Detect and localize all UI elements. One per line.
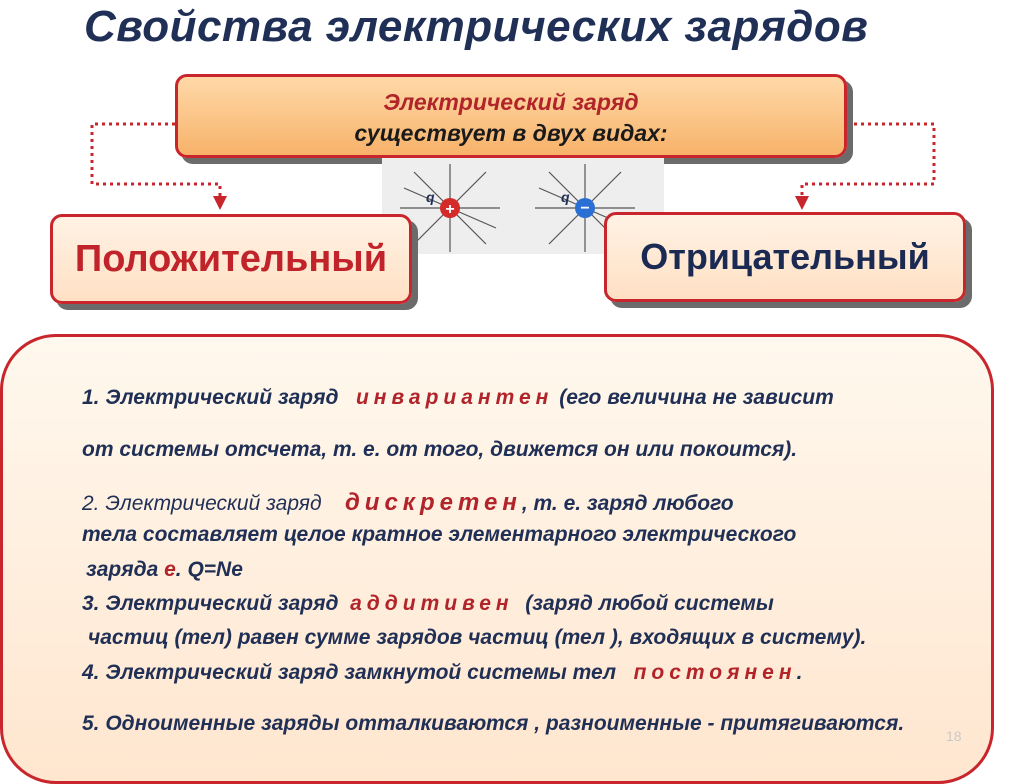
property-2-text: 2. Электрический заряд <box>82 492 322 515</box>
property-3-line-1 <box>82 592 774 616</box>
property-2-line-1 <box>82 489 734 517</box>
positive-charge-box <box>50 214 412 304</box>
positive-sign: + <box>445 201 455 218</box>
negative-q-label: q <box>561 189 570 205</box>
property-2-line-3 <box>86 558 243 582</box>
definition-line-1: Электрический заряд <box>383 89 639 115</box>
property-4-line <box>82 661 802 685</box>
charge-formula: . Q=Ne <box>175 558 243 581</box>
definition-box <box>175 74 847 158</box>
property-2-line-2: тела составляет целое кратное элементарного электрического <box>82 523 797 546</box>
property-4-highlight: постоянен <box>633 661 797 684</box>
page-number: 18 <box>946 728 962 744</box>
property-1-text-2: (его величина не зависит <box>559 386 834 409</box>
positive-label: Положительный <box>74 238 388 280</box>
property-1-line-2: от системы отсчета, т. е. от того, движется он или покоится). <box>82 438 798 461</box>
property-2-text-2: , т. е. заряд любого <box>521 492 734 515</box>
property-3-text: 3. Электрический заряд <box>82 592 339 615</box>
left-arrowhead <box>213 196 227 210</box>
property-3-line-2: частиц (тел) равен сумме зарядов частиц (тел ), входящих в систему). <box>88 626 867 649</box>
positive-q-label: q <box>426 189 435 205</box>
elementary-charge-symbol: e <box>164 558 176 581</box>
slide-title: Свойства электрических зарядов <box>84 2 869 51</box>
property-3-highlight: аддитивен <box>350 592 514 615</box>
property-1-text: 1. Электрический заряд <box>82 386 339 409</box>
definition-line-2: существует в двух видах: <box>354 120 668 146</box>
property-5-line: 5. Одноименные заряды отталкиваются , разноименные - притягиваются. <box>82 712 905 735</box>
negative-label: Отрицательный <box>640 236 930 277</box>
property-1-highlight: инвариантен <box>355 386 554 409</box>
negative-sign: − <box>580 200 590 217</box>
property-4-text: 4. Электрический заряд замкнутой системы тел <box>82 661 617 684</box>
property-3-text-2: (заряд любой системы <box>525 592 774 615</box>
property-1-line-1 <box>82 386 834 410</box>
property-2-highlight: дискретен <box>344 489 522 516</box>
right-arrowhead <box>795 196 809 210</box>
negative-charge-box <box>604 212 966 302</box>
property-2-text-3: заряда <box>86 558 159 581</box>
property-4-period: . <box>796 661 803 684</box>
